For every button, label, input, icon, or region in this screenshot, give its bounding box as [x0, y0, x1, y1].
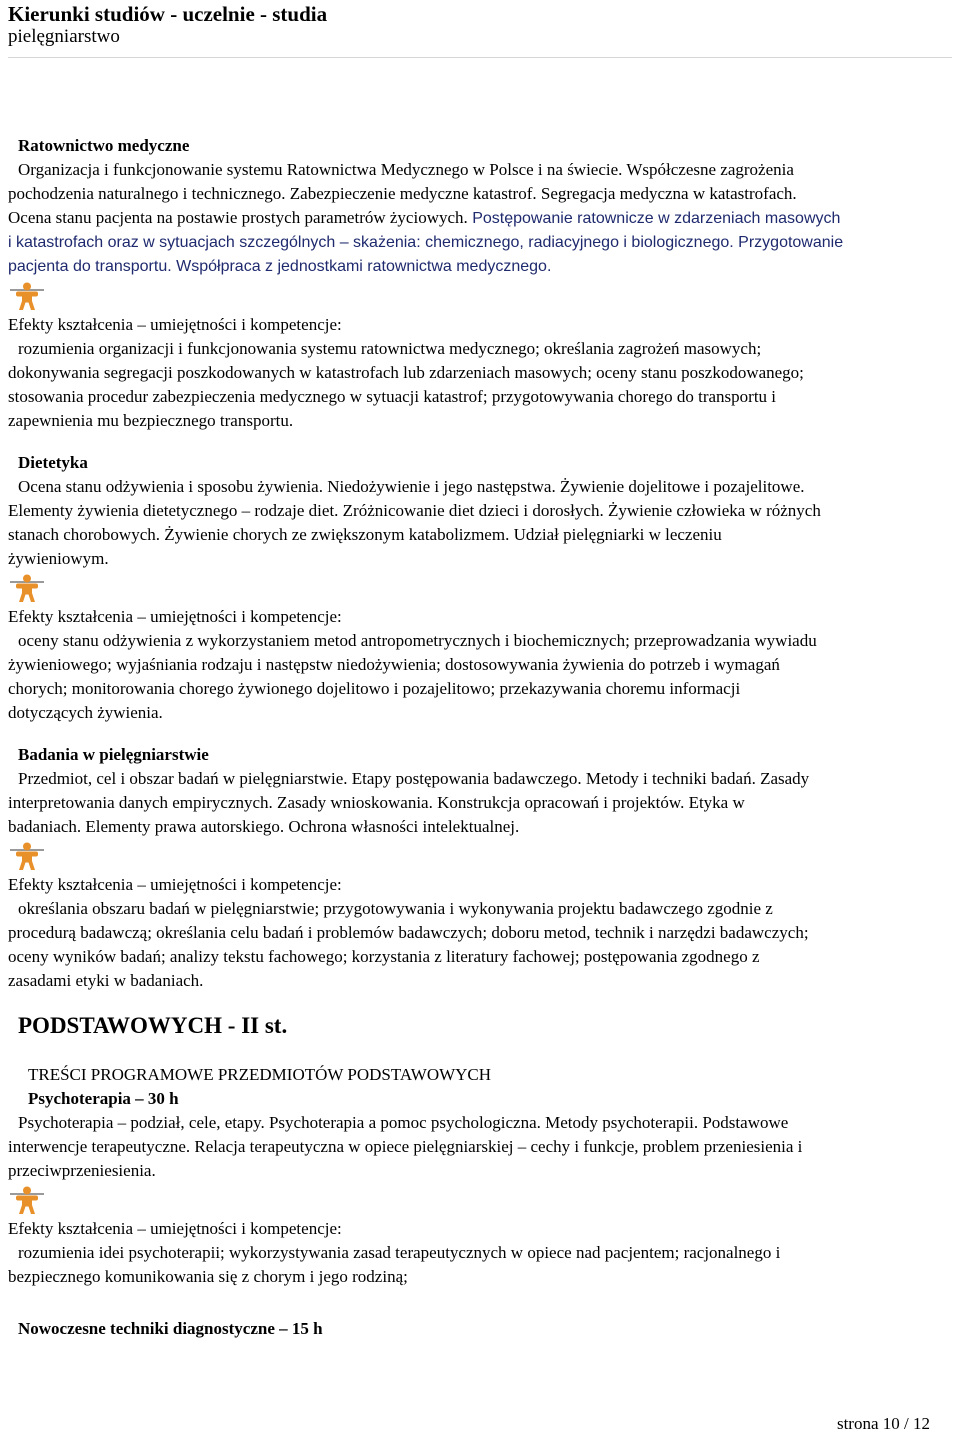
desc-line: Psychoterapia – podział, cele, etapy. Psychoterapia a pomoc psychologiczna. Metody psychoterapii. Podstawowe: [18, 1113, 789, 1132]
person-icon-wrap: [8, 1183, 956, 1217]
program-title: TREŚCI PROGRAMOWE PRZEDMIOTÓW PODSTAWOWYCH: [28, 1065, 492, 1084]
effects-line: zapewnienia mu bezpiecznego transportu.: [8, 411, 294, 430]
effects-line: bezpiecznego komunikowania się z chorym i jego rodziną;: [8, 1267, 408, 1286]
desc-line: i katastrofach oraz w sytuacjach szczególnych – skażenia: chemicznego, radiacyjnego i biologicznego. Przygotowanie: [8, 234, 844, 251]
effects-line: oceny wyników badań; analizy tekstu fachowego; korzystania z literatury fachowej; postępowania zgodnego z: [8, 947, 760, 966]
effects-line: stosowania procedur zabezpieczenia medycznego w sytuacji katastrof; przygotowywania chorego do transportu i: [8, 387, 777, 406]
person-icon: [10, 574, 44, 602]
desc-line: przeciwprzeniesienia.: [8, 1161, 156, 1180]
effects-line: oceny stanu odżywienia z wykorzystaniem metod antropometrycznych i biochemicznych; przeprowadzania wywiadu: [18, 631, 817, 650]
person-icon: [10, 1186, 44, 1214]
effects-line: żywieniowego; wyjaśniania rodzaju i następstw niedożywienia; dostosowywania żywienia do potrzeb i wymagań: [8, 655, 780, 674]
subject-title: Psychoterapia – 30 h: [28, 1089, 179, 1108]
page-number: strona 10 / 12: [836, 1414, 930, 1433]
desc-line: Ocena stanu odżywienia i sposobu żywienia. Niedożywienie i jego następstwa. Żywienie dojelitowe i pozajelitowe.: [18, 477, 805, 496]
desc-line: pochodzenia naturalnego i technicznego. Zabezpieczenie medyczne katastrof. Segregacja medyczna w katastrofach.: [8, 184, 797, 203]
desc-line: [8, 206, 956, 231]
section-title: Badania w pielęgniarstwie: [18, 745, 209, 764]
desc-line: żywieniowym.: [8, 549, 109, 568]
desc-line: Przedmiot, cel i obszar badań w pielęgniarstwie. Etapy postępowania badawczego. Metody i techniki badań. Zasady: [18, 769, 810, 788]
effects-line: rozumienia idei psychoterapii; wykorzystywania zasad terapeutycznych w opiece nad pacjentem; racjonalnego i: [18, 1243, 781, 1262]
desc-line: interwencje terapeutyczne. Relacja terapeutyczna w opiece pielęgniarskiej – cechy i funkcje, problem przeniesienia i: [8, 1137, 803, 1156]
section-title: Dietetyka: [18, 453, 88, 472]
field-of-study: pielęgniarstwo: [8, 26, 120, 47]
header-divider: [8, 57, 952, 58]
site-title: Kierunki studiów - uczelnie - studia: [8, 2, 328, 26]
next-subject-title: Nowoczesne techniki diagnostyczne – 15 h: [18, 1319, 323, 1338]
section-badania: [8, 743, 956, 993]
desc-line: pacjenta do transportu. Współpraca z jednostkami ratownictwa medycznego.: [8, 258, 552, 275]
desc-line: Elementy żywienia dietetycznego – rodzaje diet. Zróżnicowanie diet dzieci i dorosłych. Żywienie człowieka w różnych: [8, 501, 821, 520]
desc-line: stanach chorobowych. Żywienie chorych ze zwiększonym katabolizmem. Udział pielęgniarki w leczeniu: [8, 525, 722, 544]
effects-line: dotyczących żywienia.: [8, 703, 163, 722]
page-header: [8, 0, 952, 58]
person-icon-wrap: [8, 571, 956, 605]
section-ratownictwo: [8, 134, 956, 433]
effects-label: Efekty kształcenia – umiejętności i kompetencje:: [8, 875, 342, 894]
effects-line: procedurą badawczą; określania celu badań i problemów badawczych; doboru metod, technik i narzędzi badawczych;: [8, 923, 809, 942]
desc-text: Ocena stanu pacjenta na postawie prostych parametrów życiowych.: [8, 208, 468, 227]
document-body: [8, 134, 956, 1341]
effects-label: Efekty kształcenia – umiejętności i kompetencje:: [8, 607, 342, 626]
effects-line: określania obszaru badań w pielęgniarstwie; przygotowywania i wykonywania projektu badawczego zgodnie z: [18, 899, 773, 918]
effects-label: Efekty kształcenia – umiejętności i kompetencje:: [8, 315, 342, 334]
person-icon: [10, 842, 44, 870]
effects-line: dokonywania segregacji poszkodowanych w katastrofach lub zdarzeniach masowych; oceny stanu poszkodowanego;: [8, 363, 804, 382]
effects-line: zasadami etyki w badaniach.: [8, 971, 204, 990]
desc-line: badaniach. Elementy prawa autorskiego. Ochrona własności intelektualnej.: [8, 817, 520, 836]
person-icon-wrap: [8, 279, 956, 313]
desc-line: interpretowania danych empirycznych. Zasady wnioskowania. Konstrukcja opracowań i projektów. Etyka w: [8, 793, 745, 812]
effects-line: chorych; monitorowania chorego żywionego dojelitowo i pozajelitowo; przekazywania choremu informacji: [8, 679, 741, 698]
section-dietetyka: [8, 451, 956, 725]
desc-text-continued: Postępowanie ratownicze w zdarzeniach masowych: [467, 210, 841, 227]
part-heading: PODSTAWOWYCH - II st.: [18, 1013, 288, 1038]
effects-line: rozumienia organizacji i funkcjonowania systemu ratownictwa medycznego; określania zagrożeń masowych;: [18, 339, 762, 358]
person-icon: [10, 282, 44, 310]
person-icon-wrap: [8, 839, 956, 873]
effects-label: Efekty kształcenia – umiejętności i kompetencje:: [8, 1219, 342, 1238]
desc-line: Organizacja i funkcjonowanie systemu Ratownictwa Medycznego w Polsce i na świecie. Współczesne zagrożenia: [18, 160, 794, 179]
section-title: Ratownictwo medyczne: [18, 136, 190, 155]
